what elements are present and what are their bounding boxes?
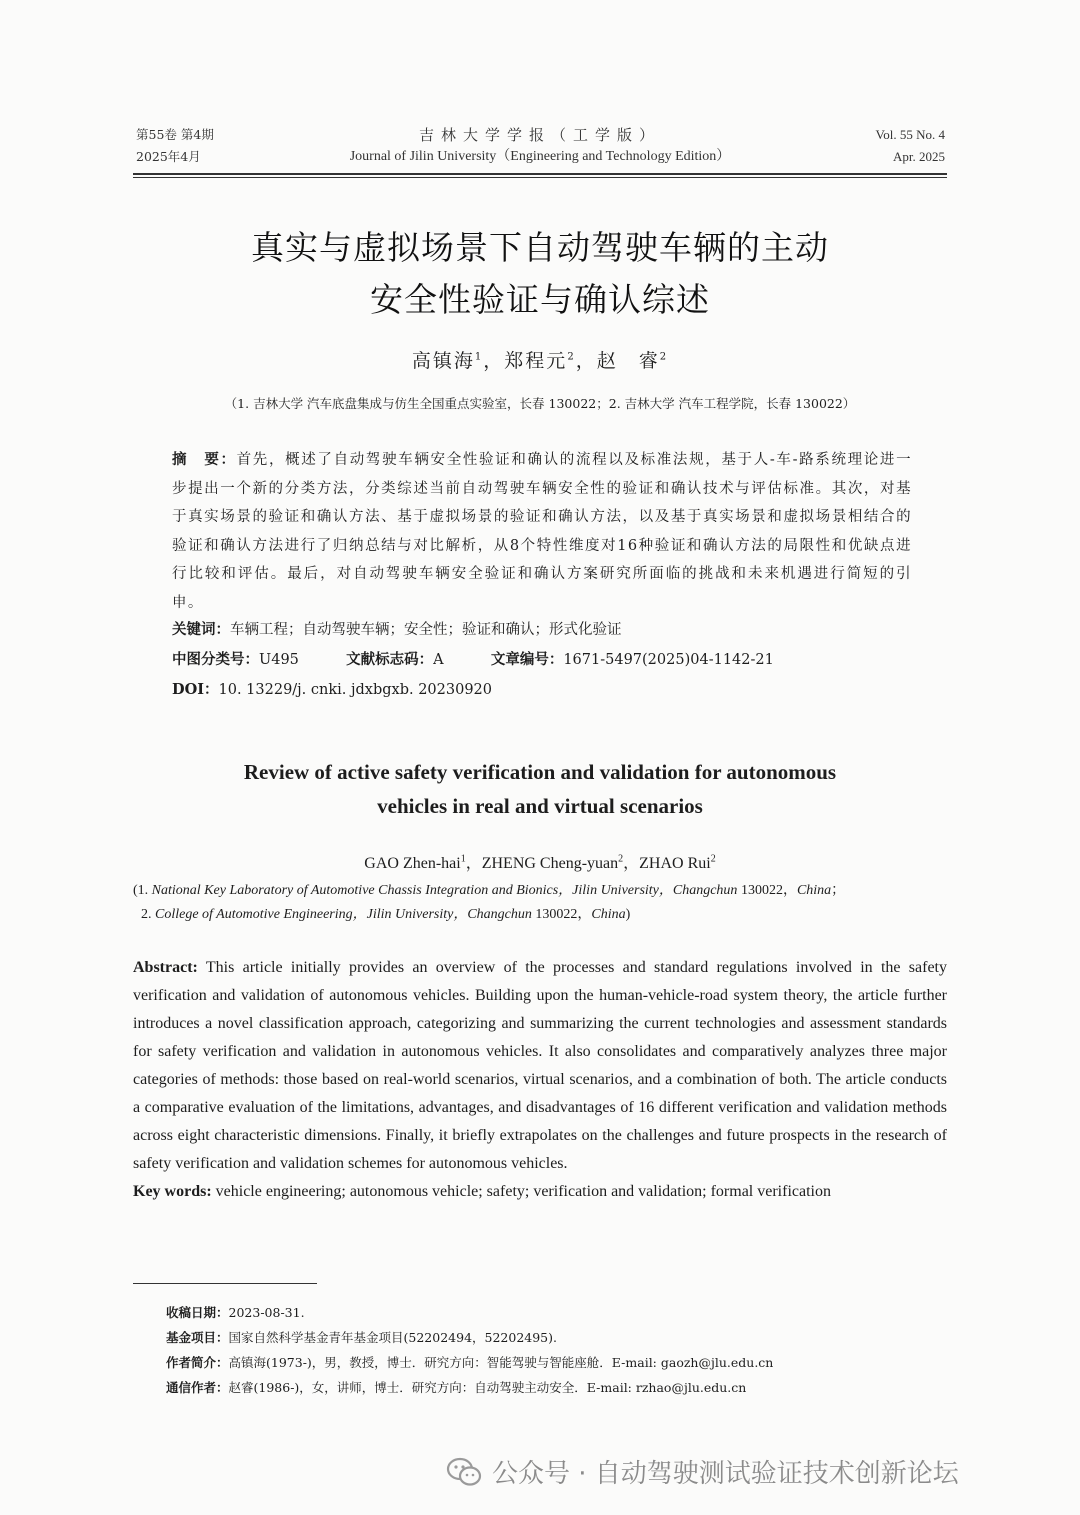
title-en-line1: Review of active safety verification and validation for autonomous: [243, 760, 837, 784]
received-value: 2023-08-31.: [228, 1305, 305, 1320]
wechat-icon: [446, 1457, 482, 1487]
authors-en: [0, 850, 1080, 873]
header-volume-info-en: [876, 124, 945, 168]
affil-1-end: ；: [831, 883, 846, 898]
corresponding-label: 通信作者：: [166, 1380, 229, 1395]
author-cn-1-affil: 1: [474, 351, 484, 363]
header-date-cn: 2025年4月: [136, 149, 201, 164]
affiliation-en: [133, 879, 953, 927]
affil-2-open: 2.: [141, 907, 155, 922]
author-en-2-affil: 2: [618, 853, 624, 865]
keywords-cn: [172, 615, 774, 645]
author-cn-2-affil: 2: [567, 351, 576, 363]
footnote-author-bio: [166, 1350, 773, 1375]
title-en-line2: vehicles in real and virtual scenarios: [377, 794, 703, 818]
author-cn-2: 郑程元: [504, 350, 568, 372]
watermark: [446, 1453, 959, 1490]
journal-name-cn: 吉林大学学报（工学版）: [418, 126, 661, 144]
header-date-en: Apr. 2025: [893, 149, 945, 164]
footnote-fund: [166, 1325, 773, 1350]
author-cn-3-affil: 2: [659, 351, 669, 363]
title-cn-line2: 安全性验证与确认综述: [370, 280, 710, 319]
metadata-cn: [172, 615, 774, 705]
authors-cn: [0, 346, 1080, 373]
footnote-corresponding: [166, 1375, 773, 1400]
affil-1-postcode: 130022，: [737, 883, 797, 898]
corresponding-value: 赵睿(1986-)，女，讲师，博士．研究方向：自动驾驶主动安全．E-mail: rzhao@jlu.edu.cn: [228, 1380, 747, 1395]
affil-2-text: College of Automotive Engineering，Jilin University，Changchun: [155, 907, 532, 922]
journal-name-en: Journal of Jilin University（Engineering and Technology Edition）: [349, 149, 731, 164]
author-bio-value: 高镇海(1973-)，男，教授，博士．研究方向：智能驾驶与智能座舱．E-mail: gaozh@jlu.edu.cn: [228, 1355, 774, 1370]
author-cn-1: 高镇海: [411, 350, 475, 372]
header-volume-issue: 第55卷 第4期: [136, 127, 214, 142]
paper-title-en: [0, 755, 1080, 823]
clc-label: 中图分类号：: [172, 651, 259, 668]
author-en-3: ZHAO Rui: [639, 855, 711, 872]
abstract-en-label: Abstract:: [133, 959, 198, 976]
affil-2-country: China: [591, 907, 626, 922]
doi-row: [172, 675, 774, 705]
author-en-3-affil: 2: [710, 853, 716, 865]
doc-code-label: 文献标志码：: [346, 651, 434, 668]
author-en-1: GAO Zhen-hai: [364, 855, 461, 872]
author-separator: ，: [483, 350, 505, 372]
fund-value: 国家自然科学基金青年基金项目(52202494，52202495).: [228, 1330, 557, 1345]
abstract-cn-text: 首先，概述了自动驾驶车辆安全性验证和确认的流程以及标准法规，基于人-车-路系统理论进一步提出一个新的分类方法，分类综述当前自动驾驶车辆安全性的验证和确认技术与评估标准。其次，对基于真实场景的验证和确认方法、基于虚拟场景的验证和确认方法，以及基于真实场景和虚拟场景相结合的验证和确认方法进行了归纳总结与对比解析，从8个特性维度对16种验证和确认方法的局限性和优缺点进行比较和评估。最后，对自动驾驶车辆安全验证和确认方案研究所面临的挑战和未来机遇进行简短的引申。: [172, 452, 912, 611]
affil-2-postcode: 130022，: [531, 907, 592, 922]
keywords-en: [133, 1178, 947, 1206]
author-separator: ，: [623, 855, 640, 872]
affiliation-en-line1: [133, 879, 953, 903]
author-separator: ，: [465, 855, 482, 872]
footnote-rule: [133, 1283, 317, 1284]
watermark-text: 公众号 · 自动驾驶测试验证技术创新论坛: [492, 1459, 959, 1489]
article-number-label: 文章编号：: [490, 651, 564, 668]
abstract-en: [133, 954, 947, 1206]
header-vol-no: Vol. 55 No. 4: [875, 127, 945, 142]
article-number-value: 1671-5497(2025)04-1142-21: [563, 652, 774, 668]
doi-value: 10. 13229/j. cnki. jdxbgxb. 20230920: [218, 682, 492, 698]
abstract-cn-label: 摘 要：: [172, 451, 237, 468]
abstract-cn: [172, 446, 912, 617]
abstract-en-paragraph: [133, 954, 947, 1178]
keywords-en-text: vehicle engineering; autonomous vehicle; safety; verification and validation; formal verification: [215, 1183, 831, 1200]
paper-title-cn: [0, 222, 1080, 326]
affil-open: (1.: [133, 883, 152, 898]
affiliation-cn: （1. 吉林大学 汽车底盘集成与仿生全国重点实验室，长春 130022；2. 吉林大学 汽车工程学院，长春 130022）: [224, 396, 856, 411]
author-bio-label: 作者简介：: [166, 1355, 229, 1370]
author-en-2: ZHENG Cheng-yuan: [481, 855, 619, 872]
author-cn-3: 赵 睿: [596, 350, 660, 372]
footnotes: [166, 1300, 773, 1400]
doc-code-value: A: [433, 652, 444, 668]
received-label: 收稿日期：: [166, 1305, 229, 1320]
affiliation-en-line2: [133, 903, 953, 927]
keywords-cn-label: 关键词：: [172, 621, 230, 638]
title-cn-line1: 真实与虚拟场景下自动驾驶车辆的主动: [251, 228, 829, 267]
affil-1-text: National Key Laboratory of Automotive Chassis Integration and Bionics，Jilin University，Changchun: [151, 883, 738, 898]
author-separator: ，: [575, 350, 597, 372]
abstract-en-text: This article initially provides an overview of the processes and standard regulations involved in the safety verification and validation of autonomous vehicles. Building upon the human-vehicle-road system theory, the article further introduces a novel classification approach, categorizing and summarizing the current technologies and assessment standards for safety verification and validation in autonomous vehicles. It also consolidates and comparatively analyzes three major categories of methods: those based on real-world scenarios, virtual scenarios, and a combination of both. The article conducts a comparative evaluation of the limitations, advantages, and disadvantages of 16 different verification and validation methods across eight characteristic dimensions. Finally, it briefly extrapolates on the challenges and future prospects in the research of safety verification and validation schemes for autonomous vehicles.: [133, 959, 947, 1172]
keywords-en-label: Key words:: [133, 1183, 212, 1200]
header-rule-thin: [133, 177, 947, 178]
fund-label: 基金项目：: [166, 1330, 229, 1345]
clc-value: U495: [259, 652, 299, 668]
affil-2-end: ): [625, 907, 631, 922]
classification-row: [172, 645, 774, 675]
doi-label: DOI：: [172, 681, 219, 698]
footnote-received: [166, 1300, 773, 1325]
header-rule-thick: [133, 173, 947, 175]
keywords-cn-text: 车辆工程；自动驾驶车辆；安全性；验证和确认；形式化验证: [230, 622, 622, 638]
affil-1-country: China: [796, 883, 832, 898]
author-en-1-affil: 1: [460, 853, 466, 865]
